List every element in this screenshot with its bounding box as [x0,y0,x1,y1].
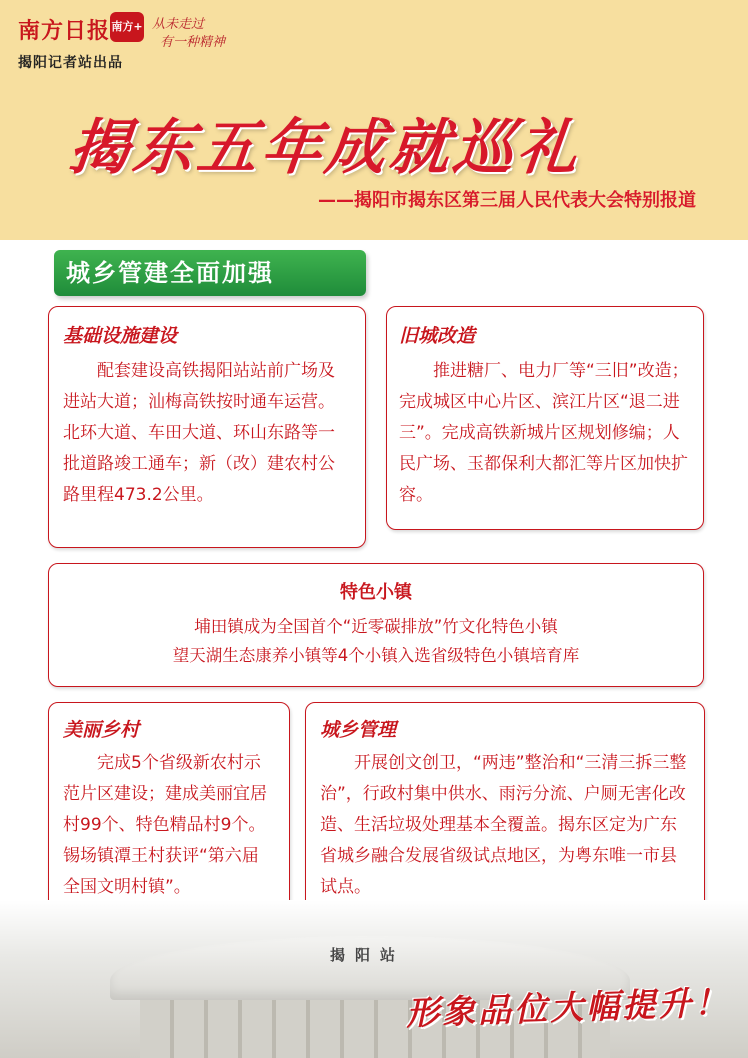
card-title: 城乡管理 [320,719,397,741]
card-title: 旧城改造 [399,325,476,347]
card-featured-towns [48,563,704,687]
header-banner [0,0,748,240]
card-old-city [386,306,704,530]
card-title: 美丽乡村 [63,719,140,741]
page-subtitle: ——揭阳市揭东区第三届人民代表大会特别报道 [318,190,696,211]
app-logo-icon: 南方+ [110,12,144,42]
card-body: 配套建设高铁揭阳站站前广场及进站大道；汕梅高铁按时通车运营。北环大道、车田大道、环山东路等一批道路竣工通车；新（改）建农村公路里程473.2公里。 [63,361,335,505]
card-body: 推进糖厂、电力厂等“三旧”改造；完成城区中心片区、滨江片区“退二进三”。完成高铁新城片区规划修编；人民广场、玉都保利大都汇等片区加快扩容。 [399,361,689,505]
brand-slogan-line1: 从未走过 [152,17,205,32]
newspaper-logo: 南方日报 [18,18,111,44]
card-urban-management [305,702,705,912]
byline: 揭阳记者站出品 [18,55,123,71]
page-title: 揭东五年成就巡礼 [65,113,586,183]
card-body: 开展创文创卫，“两违”整治和“三清三拆三整治”，行政村集中供水、雨污分流、户厕无害化改造、生活垃圾处理基本全覆盖。揭东区定为广东省城乡融合发展省级试点地区，为粤东唯一市县试点。 [320,753,687,897]
card-title: 特色小镇 [340,582,412,603]
brand-slogan [152,16,242,52]
brand-slogan-line2: 有一种精神 [160,35,226,50]
closing-slogan: 形象品位大幅提升！ [405,982,731,1033]
card-line-2: 望天湖生态康养小镇等4个小镇入选省级特色小镇培育库 [172,646,580,665]
station-sign: 揭阳站 [330,946,406,964]
card-title: 基础设施建设 [63,325,178,347]
card-line-1: 埔田镇成为全国首个“近零碳排放”竹文化特色小镇 [194,617,558,636]
card-infrastructure [48,306,366,548]
card-body: 完成5个省级新农村示范片区建设；建成美丽宜居村99个、特色精品村9个。锡场镇潭王村获评“第六届全国文明村镇”。 [63,753,267,897]
section-heading: 城乡管建全面加强 [54,250,366,296]
